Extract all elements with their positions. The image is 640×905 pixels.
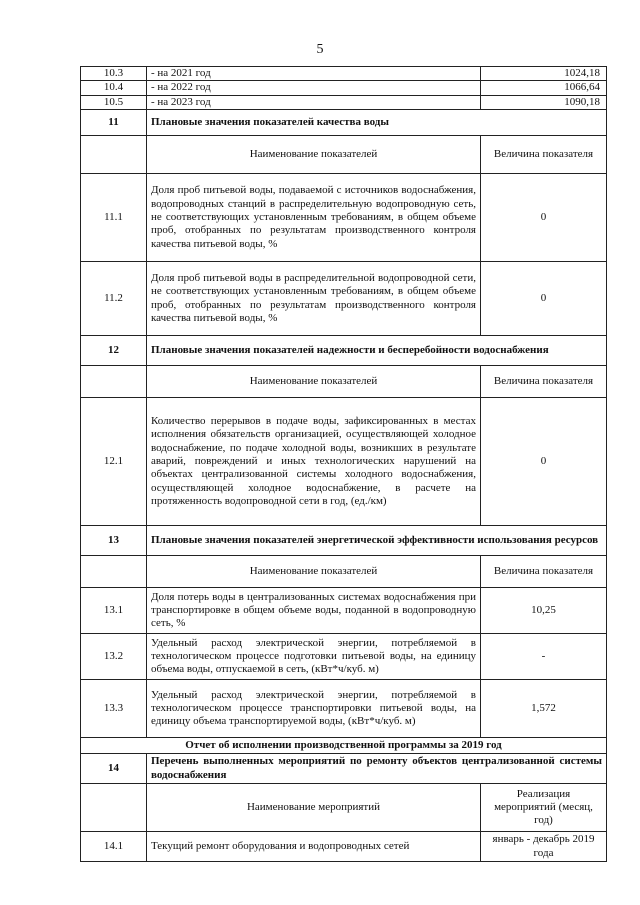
row-label: - на 2022 год — [147, 81, 481, 95]
section-title: Перечень выполненных мероприятий по ремонту объектов централизованной системы водоснабжения — [147, 754, 607, 784]
row-number: 10.3 — [81, 67, 147, 81]
row-text: Доля проб питьевой воды, подаваемой с источников водоснабжения, водопроводных станций в распределительную водопроводную сеть, не соответствующих установленным требованиям, в общем объеме проб, отобранных по результатам производственного контроля качества питьевой воды, % — [147, 174, 481, 262]
section-row — [81, 526, 607, 556]
row-value: январь - декабрь 2019 года — [481, 832, 607, 862]
header-empty-cell — [81, 556, 147, 588]
table-row — [81, 634, 607, 680]
header-name: Наименование мероприятий — [147, 784, 481, 832]
row-label: - на 2021 год — [147, 67, 481, 81]
table-row — [81, 832, 607, 862]
row-value: 0 — [481, 174, 607, 262]
table-row — [81, 174, 607, 262]
report-title-row — [81, 738, 607, 754]
section-number: 12 — [81, 336, 147, 366]
row-number: 14.1 — [81, 832, 147, 862]
header-empty-cell — [81, 366, 147, 398]
page-number: 5 — [316, 42, 324, 57]
header-row — [81, 556, 607, 588]
row-text: Доля потерь воды в централизованных системах водоснабжения при транспортировке в общем объеме воды, поданной в водопроводную сеть, % — [147, 588, 481, 634]
section-row — [81, 110, 607, 136]
row-value: 0 — [481, 262, 607, 336]
header-name: Наименование показателей — [147, 556, 481, 588]
table-row — [81, 588, 607, 634]
section-number: 11 — [81, 110, 147, 136]
row-value: 1066,64 — [481, 81, 607, 95]
row-number: 11.1 — [81, 174, 147, 262]
row-text: Текущий ремонт оборудования и водопроводных сетей — [147, 832, 481, 862]
row-number: 10.4 — [81, 81, 147, 95]
header-value: Реализация мероприятий (месяц, год) — [481, 784, 607, 832]
table-row — [81, 67, 607, 81]
row-number: 13.1 — [81, 588, 147, 634]
header-empty-cell — [81, 136, 147, 174]
header-name: Наименование показателей — [147, 136, 481, 174]
header-row — [81, 784, 607, 832]
section-row — [81, 336, 607, 366]
table-row — [81, 398, 607, 526]
row-text: Количество перерывов в подаче воды, зафиксированных в местах исполнения обязательств организацией, осуществляющей холодное водоснабжение, по подаче холодной воды, возникших в результате аварий, повреждений и иных технологических нарушений на объектах централизованной системы холодного водоснабжения, осуществляющей холодное водоснабжение, в расчете на протяженность водопроводной сети в год, (ед./км) — [147, 398, 481, 526]
row-number: 12.1 — [81, 398, 147, 526]
row-text: Удельный расход электрической энергии, потребляемой в технологическом процессе транспортировки питьевой воды, на единицу объема транспортируемой воды, (кВт*ч/куб. м) — [147, 680, 481, 738]
section-title: Плановые значения показателей качества воды — [147, 110, 607, 136]
row-number: 13.2 — [81, 634, 147, 680]
header-value: Величина показателя — [481, 556, 607, 588]
header-row — [81, 136, 607, 174]
section-row — [81, 754, 607, 784]
row-number: 13.3 — [81, 680, 147, 738]
table-row — [81, 81, 607, 95]
row-number: 10.5 — [81, 95, 147, 109]
section-number: 13 — [81, 526, 147, 556]
header-empty-cell — [81, 784, 147, 832]
row-value: - — [481, 634, 607, 680]
header-value: Величина показателя — [481, 136, 607, 174]
row-text: Доля проб питьевой воды в распределительной водопроводной сети, не соответствующих установленным требованиям, в общем объеме проб, отобранных по результатам производственного контроля качества питьевой воды, % — [147, 262, 481, 336]
row-number: 11.2 — [81, 262, 147, 336]
table-row — [81, 680, 607, 738]
table-row — [81, 262, 607, 336]
row-value: 1090,18 — [481, 95, 607, 109]
header-name: Наименование показателей — [147, 366, 481, 398]
row-label: - на 2023 год — [147, 95, 481, 109]
row-text: Удельный расход электрической энергии, потребляемой в технологическом процессе подготовки питьевой воды, на единицу объема воды, отпускаемой в сеть, (кВт*ч/куб. м) — [147, 634, 481, 680]
row-value: 10,25 — [481, 588, 607, 634]
section-number: 14 — [81, 754, 147, 784]
indicators-table — [80, 66, 607, 862]
header-value: Величина показателя — [481, 366, 607, 398]
section-title: Плановые значения показателей надежности и бесперебойности водоснабжения — [147, 336, 607, 366]
row-value: 1,572 — [481, 680, 607, 738]
section-title: Плановые значения показателей энергетической эффективности использования ресурсов — [147, 526, 607, 556]
row-value: 0 — [481, 398, 607, 526]
report-title: Отчет об исполнении производственной программы за 2019 год — [81, 738, 607, 754]
header-row — [81, 366, 607, 398]
table-row — [81, 95, 607, 109]
row-value: 1024,18 — [481, 67, 607, 81]
